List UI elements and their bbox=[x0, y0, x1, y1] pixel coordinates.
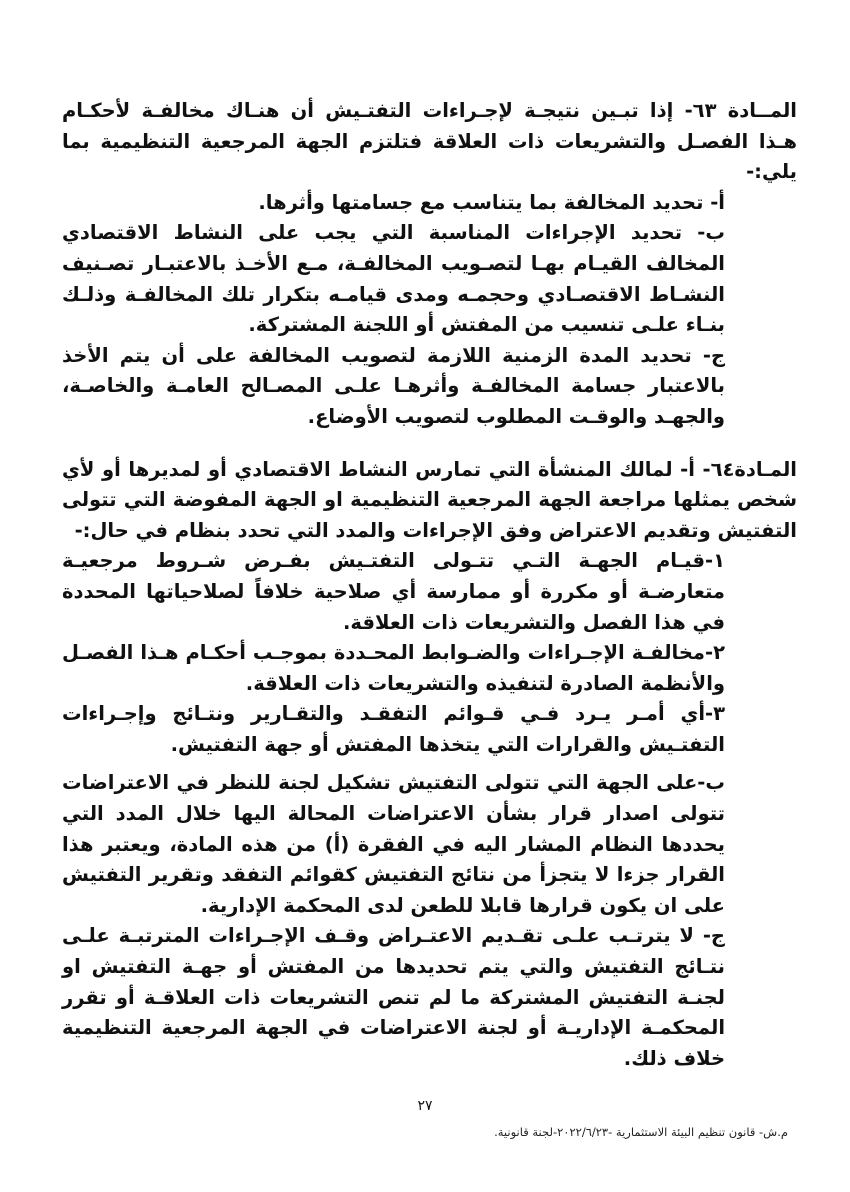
document-body bbox=[62, 96, 797, 1074]
article-64-subitem-2: ٢-مخالفـة الإجـراءات والضـوابط المحـددة بموجـب أحكـام هـذا الفصـل والأنظمة الصادرة لتنفيذه والتشريعات ذات العلاقة. bbox=[62, 641, 725, 695]
article-63-item-a: أ- تحديد المخالفة بما يتناسب مع جسامتها وأثرها. bbox=[258, 190, 725, 214]
article-64-intro: المـادة٦٤- أ- لمالك المنشأة التي تمارس النشاط الاقتصادي أو لمديرها أو لأي شخص يمثلها مراجعة الجهة المرجعية التنظيمية او الجهة المفوضة التي تتولى التفتيش وتقديم الاعتراض وفق الإجراءات والمدد التي تحدد بنظام في حال:- bbox=[62, 457, 797, 542]
page-footer: م.ش- قانون تنظيم البيئة الاستثمارية -٢٠٢٢/٦/٢٣-لجنة قانونية. bbox=[494, 1125, 788, 1139]
article-63-intro: المــادة ٦٣- إذا تبـين نتيجـة لإجـراءات التفتـيش أن هنـاك مخالفـة لأحكـام هـذا الفصـل والتشريعات ذات العلاقة فتلتزم الجهة المرجعية التنظيمية بما يلي:- bbox=[62, 99, 797, 184]
page-number: ٢٧ bbox=[417, 1098, 433, 1114]
article-64-item-b: ب-على الجهة التي تتولى التفتيش تشكيل لجنة للنظر في الاعتراضات تتولى اصدار قرار بشأن الاعتراضات المحالة اليها خلال المدد التي يحددها النظام المشار اليه في الفقرة (أ) من هذه المادة، ويعتبر هذا القرار جزءا لا يتجزأ من نتائج التفتيش كقوائم التفقد وتقرير التفتيش على ان يكون قرارها قابلا للطعن لدى المحكمة الإدارية. bbox=[62, 771, 725, 917]
article-64-subitem-3: ٣-أي أمـر يـرد فـي قـوائم التفقـد والتقـارير ونتـائج وإجـراءات التفتـيش والقرارات التي يتخذها المفتش أو جهة التفتيش. bbox=[62, 702, 725, 756]
article-63-item-b: ب- تحديد الإجراءات المناسبة التي يجب على النشاط الاقتصادي المخالف القيـام بهـا لتصـويب المخالفـة، مـع الأخـذ بالاعتبـار تصـنيف النشـاط الاقتصـادي وحجمـه ومدى قيامـه بتكرار تلك المخالفـة وذلـك بنـاء علـى تنسيب من المفتش أو اللجنة المشتركة. bbox=[62, 221, 725, 337]
article-63-item-c: ج- تحديد المدة الزمنية اللازمة لتصويب المخالفة على أن يتم الأخذ بالاعتبار جسامة المخالفـة وأثرهـا علـى المصـالح العامـة والخاصـة، والجهـد والوقـت المطلوب لتصويب الأوضاع. bbox=[62, 343, 725, 428]
article-64-subitem-1: ١-قيـام الجهـة التـي تتـولى التفتـيش بفـرض شـروط مرجعيـة متعارضـة أو مكررة أو ممارسة أي صلاحية خلافاً لصلاحياتها المحددة في هذا الفصل والتشريعات ذات العلاقة. bbox=[62, 549, 725, 634]
section-spacer bbox=[62, 433, 797, 455]
article-64-item-c: ج- لا يترتـب علـى تقـديم الاعتـراض وقـف الإجـراءات المترتبـة علـى نتـائج التفتيش والتي يتم تحديدها من المفتش أو جهـة التفتيش او لجنـة التفتيش المشتركة ما لم تنص التشريعات ذات العلاقـة أو تقرر المحكمـة الإداريـة أو لجنة الاعتراضات في الجهة المرجعية التنظيمية خلاف ذلك. bbox=[62, 924, 725, 1070]
section-spacer bbox=[62, 760, 797, 768]
